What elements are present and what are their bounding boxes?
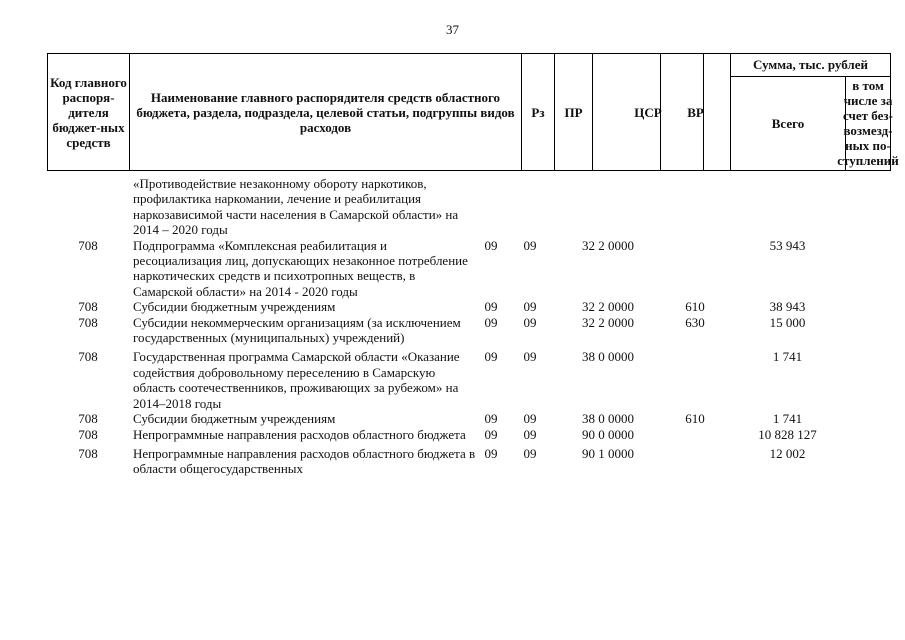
row-rz: 09 [484, 314, 498, 330]
row-total: 12 002 [769, 445, 806, 461]
row-total: 10 828 127 [758, 426, 817, 442]
row-code: 708 [78, 349, 98, 365]
page-number: 37 [446, 22, 459, 37]
row-name: Непрограммные направления расходов областного бюджета в области общегосударственных [133, 445, 476, 477]
row-code: 708 [78, 299, 98, 315]
table-row [47, 427, 891, 442]
row-pr: 09 [523, 445, 537, 461]
row-name: Подпрограмма «Комплексная реабилитация и ресоциализация лиц, допускающих незаконное потребление наркотических средств и психотропных веществ, в Самарской области» на 2014 - 2020 годы [133, 237, 468, 299]
header-vr: ВР [660, 54, 731, 170]
header-rz: Рз [522, 54, 555, 170]
row-total: 53 943 [769, 237, 806, 253]
row-csr: 90 0 0000 [582, 426, 634, 442]
row-csr: 32 2 0000 [582, 314, 634, 330]
table-row [47, 315, 891, 346]
row-csr: 32 2 0000 [582, 299, 634, 315]
row-code: 708 [78, 237, 98, 253]
header-code: Код главного распоря-дителя бюджет-ных средств [48, 54, 130, 170]
row-code: 708 [78, 426, 98, 442]
table-header [47, 53, 899, 171]
table-row [47, 176, 891, 238]
row-name: «Противодействие незаконному обороту наркотиков, профилактика наркомании, лечение и реабилитация наркозависимой части населения в Самарской области» на 2014 – 2020 годы [133, 176, 459, 238]
row-csr: 38 0 0000 [582, 349, 634, 365]
row-code: 708 [78, 411, 98, 427]
row-code: 708 [78, 445, 98, 461]
header-name: Наименование главного распорядителя средств областного бюджета, раздела, подраздела, целевой статьи, подгруппы видов расходов [130, 54, 522, 170]
row-rz: 09 [484, 349, 498, 365]
header-total: Всего [731, 76, 846, 170]
header-incl: в том числе за счет без-возмезд-ных по-ступлений [837, 78, 899, 168]
table-row [47, 238, 891, 300]
header-pr: ПР [555, 54, 593, 170]
row-name: Субсидии бюджетным учреждениям [133, 411, 336, 427]
row-csr: 32 2 0000 [582, 237, 634, 253]
row-name: Непрограммные направления расходов областного бюджета [133, 426, 466, 442]
row-pr: 09 [523, 237, 537, 253]
header-csr: ЦСР [593, 54, 704, 170]
row-name: Государственная программа Самарской области «Оказание содействия добровольному переселению в Самарскую область соотечественников, проживающих за рубежом» на 2014–2018 годы [133, 349, 460, 411]
row-rz: 09 [484, 426, 498, 442]
row-rz: 09 [484, 411, 498, 427]
row-pr: 09 [523, 411, 537, 427]
row-pr: 09 [523, 314, 537, 330]
row-rz: 09 [484, 237, 498, 253]
table-row [47, 299, 891, 314]
table-row [47, 446, 891, 477]
row-code: 708 [78, 314, 98, 330]
row-total: 1 741 [772, 349, 803, 365]
row-csr: 38 0 0000 [582, 411, 634, 427]
row-pr: 09 [523, 349, 537, 365]
row-pr: 09 [523, 426, 537, 442]
row-vr: 610 [685, 411, 705, 427]
header-sum: Сумма, тыс. рублей [731, 54, 890, 77]
row-rz: 09 [484, 299, 498, 315]
table-row [47, 411, 891, 426]
table-body [47, 176, 891, 477]
row-total: 15 000 [769, 314, 806, 330]
table-row [47, 349, 891, 411]
row-vr: 630 [685, 314, 705, 330]
row-csr: 90 1 0000 [582, 445, 634, 461]
row-name: Субсидии бюджетным учреждениям [133, 299, 336, 315]
row-name: Субсидии некоммерческим организациям (за исключением государственных (муниципальных) учреждений) [133, 314, 461, 346]
row-rz: 09 [484, 445, 498, 461]
row-total: 38 943 [769, 299, 806, 315]
row-pr: 09 [523, 299, 537, 315]
row-vr: 610 [685, 299, 705, 315]
row-total: 1 741 [772, 411, 803, 427]
